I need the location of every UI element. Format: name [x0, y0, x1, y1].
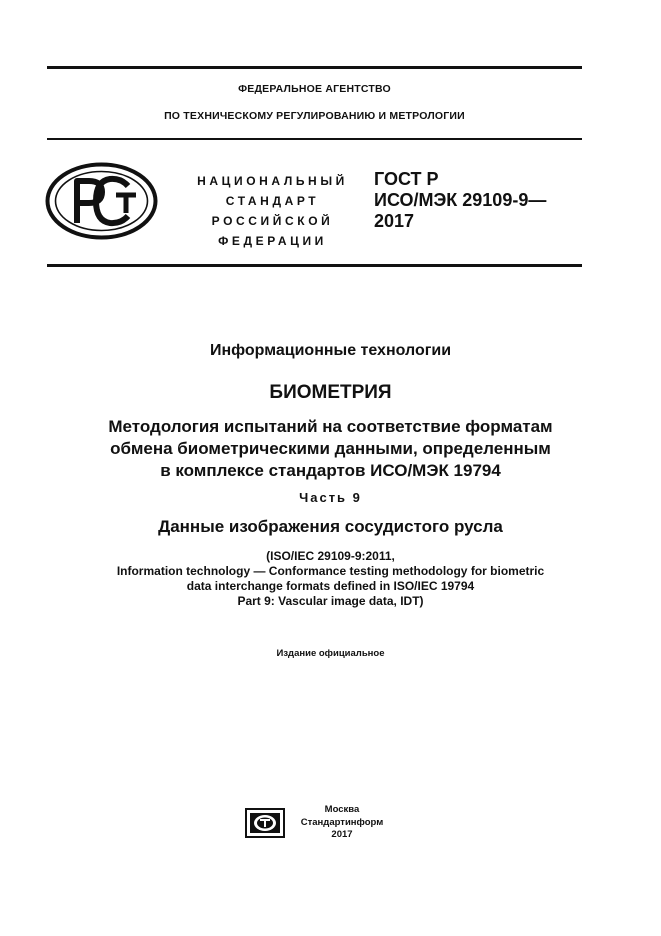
top-rule [47, 66, 582, 69]
subtitle-line-2: обмена биометрическими данными, определенным [110, 439, 551, 458]
subtitle-line-1: Методология испытаний на соответствие форматам [108, 417, 553, 436]
agency-rule [47, 138, 582, 140]
subtitle-line-3: в комплексе стандартов ИСО/МЭК 19794 [160, 461, 501, 480]
standard-designation [374, 169, 594, 232]
subtitle [30, 416, 631, 482]
intl-line-2: Information technology — Conformance testing methodology for biometric [116, 564, 545, 578]
designation-line-2: ИСО/МЭК 29109-9— [374, 190, 547, 210]
national-line-1: НАЦИОНАЛЬНЫЙ [197, 174, 348, 188]
national-line-3: РОССИЙСКОЙ [211, 214, 334, 228]
intl-line-4: Part 9: Vascular image data, IDT) [237, 594, 424, 608]
designation-line-3: 2017 [374, 211, 415, 231]
main-title: БИОМЕТРИЯ [269, 382, 392, 403]
international-reference [30, 549, 631, 609]
part-title: Данные изображения сосудистого русла [158, 517, 503, 536]
header-bottom-rule [47, 264, 582, 267]
edition-label: Издание официальное [276, 648, 385, 659]
publisher-year: 2017 [331, 829, 353, 840]
publisher-name: Стандартинформ [300, 816, 384, 828]
agency-line-1: ФЕДЕРАЛЬНОЕ АГЕНТСТВО [238, 83, 391, 95]
designation-line-1: ГОСТ Р [374, 169, 439, 189]
publisher-city: Москва [324, 804, 360, 815]
standartinform-logo-icon [245, 808, 285, 838]
part-number: Часть 9 [299, 490, 362, 505]
national-line-4: ФЕДЕРАЦИИ [218, 234, 327, 248]
gost-r-logo-icon [44, 161, 159, 241]
agency-line-2: ПО ТЕХНИЧЕСКОМУ РЕГУЛИРОВАНИЮ И МЕТРОЛОГИИ [164, 110, 465, 122]
national-line-2: СТАНДАРТ [225, 194, 320, 208]
publisher-block [292, 804, 392, 842]
intl-line-3: data interchange formats defined in ISO/IEC 19794 [186, 579, 475, 593]
intl-line-1: (ISO/IEC 29109-9:2011, [266, 549, 395, 563]
domain-title: Информационные технологии [209, 342, 452, 359]
national-standard-label [170, 171, 375, 251]
